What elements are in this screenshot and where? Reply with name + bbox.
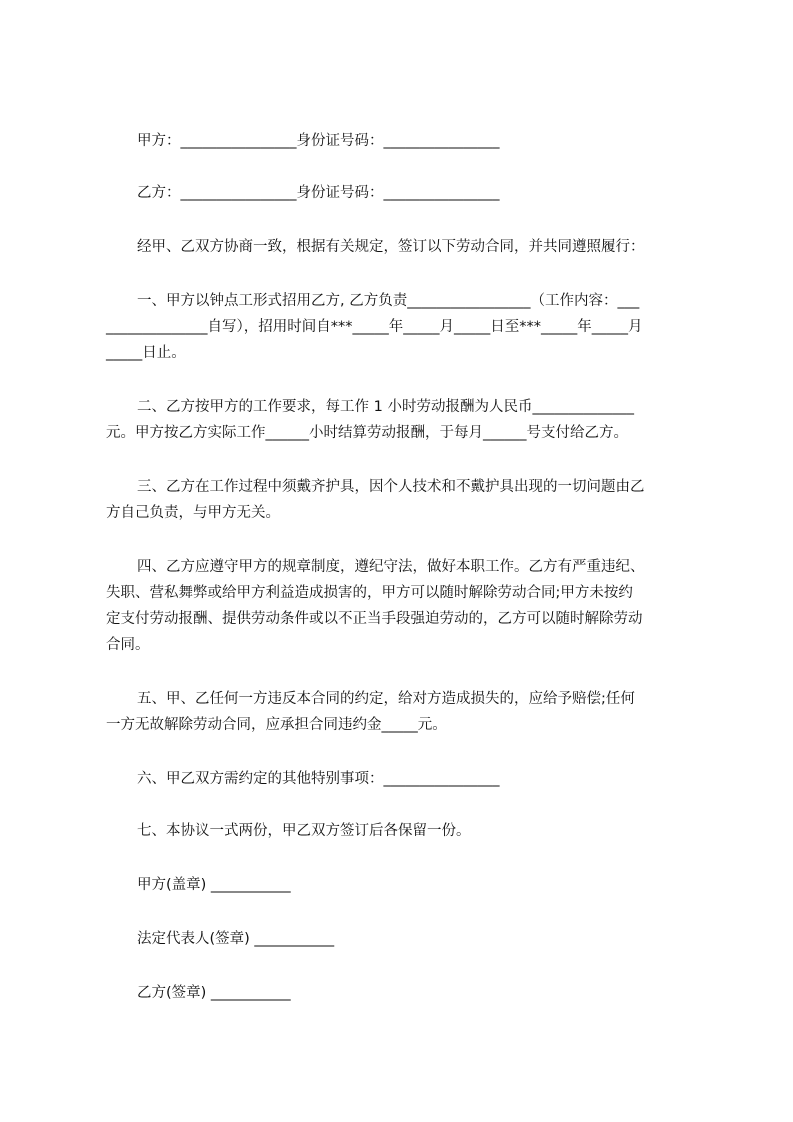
signature-party-a: 甲方(盖章) ___________ <box>137 877 291 893</box>
clause-5-line-2: 一方无故解除劳动合同，应承担合同违约金_____元。 <box>106 717 447 733</box>
signature-party-b: 乙方(签章) ___________ <box>137 985 291 1001</box>
party-b-line: 乙方：________________身份证号码：________________ <box>137 185 500 201</box>
clause-7: 七、本协议一式两份，甲乙双方签订后各保留一份。 <box>137 823 471 839</box>
clause-3-line-2: 方自己负责，与甲方无关。 <box>106 505 280 521</box>
clause-4-line-1: 四、乙方应遵守甲方的规章制度，遵纪守法，做好本职工作。乙方有严重违纪、 <box>137 559 645 575</box>
clause-4-line-2: 失职、营私舞弊或给甲方利益造成损害的，甲方可以随时解除劳动合同;甲方未按约 <box>106 585 633 601</box>
clause-1-line-2: ______________自写），招用时间自***_____年_____月_____日至***_____年_____月 <box>106 319 643 335</box>
clause-6: 六、甲乙双方需约定的其他特别事项：________________ <box>137 771 500 787</box>
party-a-line: 甲方：________________身份证号码：________________ <box>137 133 500 149</box>
clause-3-line-1: 三、乙方在工作过程中须戴齐护具，因个人技术和不戴护具出现的一切问题由乙 <box>137 479 645 495</box>
clause-4-line-3: 定支付劳动报酬、提供劳动条件或以不正当手段强迫劳动的，乙方可以随时解除劳动 <box>106 611 643 627</box>
clause-2-line-1: 二、乙方按甲方的工作要求，每工作 1 小时劳动报酬为人民币______________ <box>137 399 634 415</box>
intro-paragraph: 经甲、乙双方协商一致，根据有关规定，签订以下劳动合同，并共同遵照履行： <box>137 239 645 255</box>
clause-4-line-4: 合同。 <box>106 637 150 653</box>
signature-legal-rep: 法定代表人(签章) ___________ <box>137 931 335 947</box>
clause-2-line-2: 元。甲方按乙方实际工作______小时结算劳动报酬，于每月______号支付给乙方。 <box>106 425 628 441</box>
clause-5-line-1: 五、甲、乙任何一方违反本合同的约定，给对方造成损失的，应给予赔偿;任何 <box>137 691 635 707</box>
clause-1-line-1: 一、甲方以钟点工形式招用乙方, 乙方负责_________________（工作内容：___ <box>137 293 640 309</box>
clause-1-line-3: _____日止。 <box>106 345 186 361</box>
